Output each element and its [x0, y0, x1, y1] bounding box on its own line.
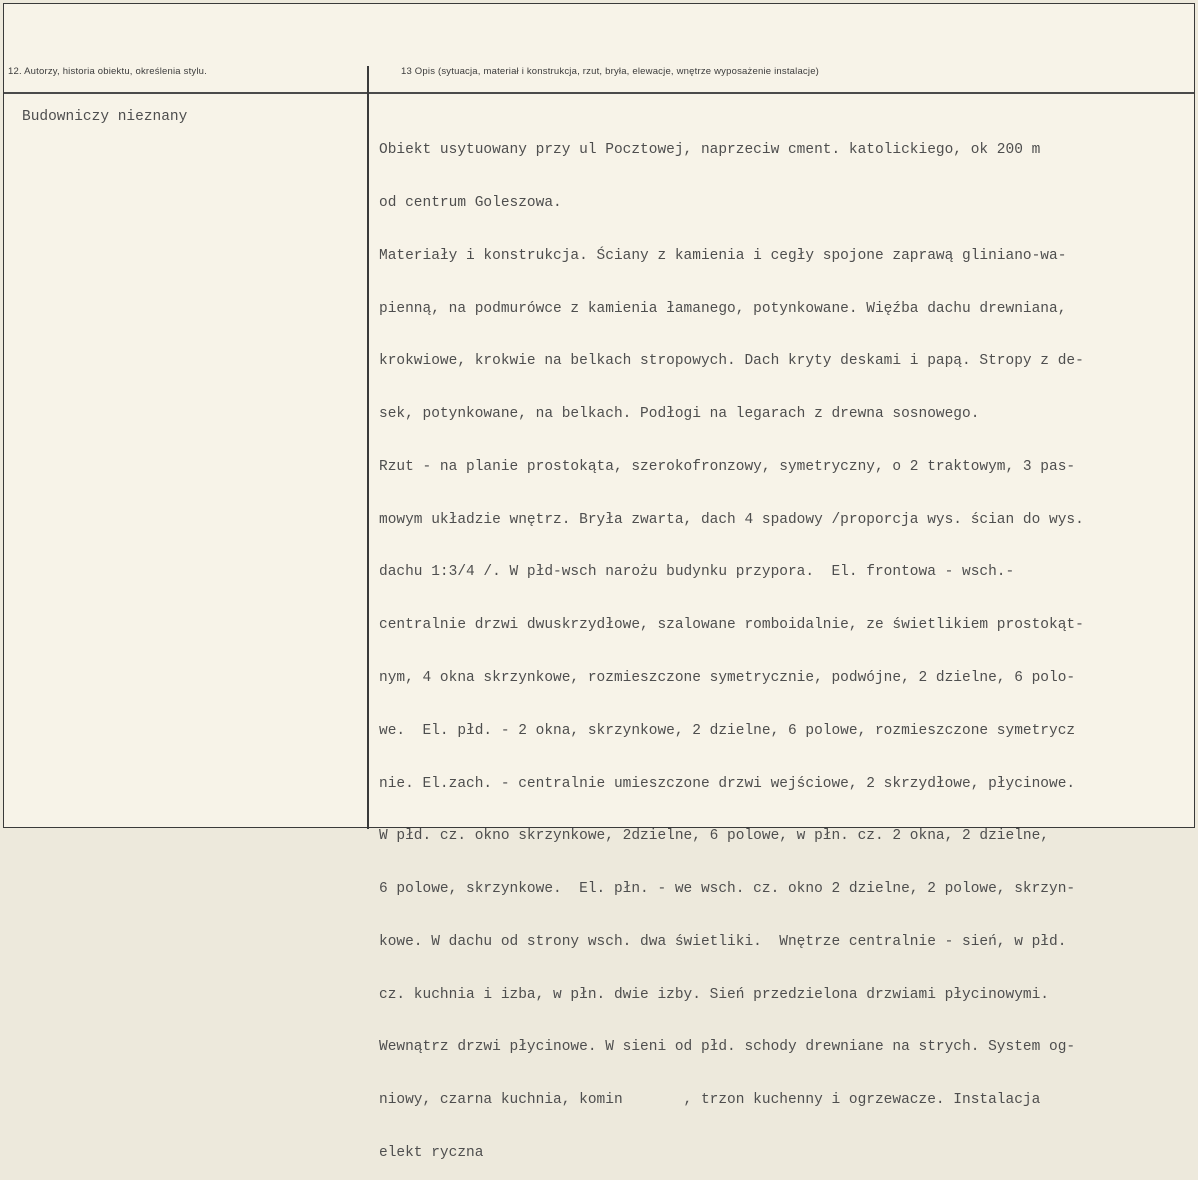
- column-divider: [367, 66, 369, 829]
- header-divider: [4, 92, 1194, 94]
- section-13-header: 13 Opis (sytuacja, materiał i konstrukcja, rzut, bryła, elewacje, wnętrze wyposażenie instalacje): [401, 66, 820, 77]
- description-line: cz. kuchnia i izba, w płn. dwie izby. Sień przedzielona drzwiami płycinowymi.: [379, 986, 1050, 1003]
- description-line: dachu 1:3/4 /. W płd-wsch narożu budynku przypora. El. frontowa - wsch.-: [379, 564, 1015, 581]
- description-line: we. El. płd. - 2 okna, skrzynkowe, 2 dzielne, 6 polowe, rozmieszczone symetrycz: [379, 722, 1076, 739]
- description-line: od centrum Goleszowa.: [379, 194, 562, 211]
- description-line: centralnie drzwi dwuskrzydłowe, szalowane romboidalnie, ze świetlikiem prostokąt-: [379, 617, 1084, 634]
- description-line: W płd. cz. okno skrzynkowe, 2dzielne, 6 polowe, w płn. cz. 2 okna, 2 dzielne,: [379, 828, 1050, 845]
- description-line: nie. El.zach. - centralnie umieszczone drzwi wejściowe, 2 skrzydłowe, płycinowe.: [379, 775, 1076, 792]
- description-line: pienną, na podmurówce z kamienia łamanego, potynkowane. Więźba dachu drewniana,: [379, 300, 1067, 317]
- description-line: 6 polowe, skrzynkowe. El. płn. - we wsch. cz. okno 2 dzielne, 2 polowe, skrzyn-: [379, 881, 1076, 898]
- description-text: [379, 107, 1084, 1180]
- authors-text: Budowniczy nieznany: [22, 109, 188, 125]
- description-line: Wewnątrz drzwi płycinowe. W sieni od płd. schody drewniane na strych. System og-: [379, 1039, 1076, 1056]
- description-line: elekt ryczna: [379, 1145, 484, 1162]
- description-line: Materiały i konstrukcja. Ściany z kamienia i cegły spojone zaprawą gliniano-wa-: [379, 247, 1067, 264]
- description-line: kowe. W dachu od strony wsch. dwa świetliki. Wnętrze centralnie - sień, w płd.: [379, 933, 1067, 950]
- description-line: krokwiowe, krokwie na belkach stropowych. Dach kryty deskami i papą. Stropy z de-: [379, 353, 1084, 370]
- description-line: sek, potynkowane, na belkach. Podłogi na legarach z drewna sosnowego.: [379, 406, 980, 423]
- description-line: Obiekt usytuowany przy ul Pocztowej, naprzeciw cment. katolickiego, ok 200 m: [379, 142, 1041, 159]
- description-line: nym, 4 okna skrzynkowe, rozmieszczone symetrycznie, podwójne, 2 dzielne, 6 polo-: [379, 670, 1076, 686]
- description-line: niowy, czarna kuchnia, komin , trzon kuchenny i ogrzewacze. Instalacja: [379, 1092, 1041, 1109]
- description-line: Rzut - na planie prostokąta, szerokofronzowy, symetryczny, o 2 traktowym, 3 pas-: [379, 458, 1076, 475]
- section-12-header: 12. Autorzy, historia obiektu, określenia stylu.: [8, 66, 207, 77]
- description-line: mowym układzie wnętrz. Bryła zwarta, dach 4 spadowy /proporcja wys. ścian do wys.: [379, 511, 1084, 528]
